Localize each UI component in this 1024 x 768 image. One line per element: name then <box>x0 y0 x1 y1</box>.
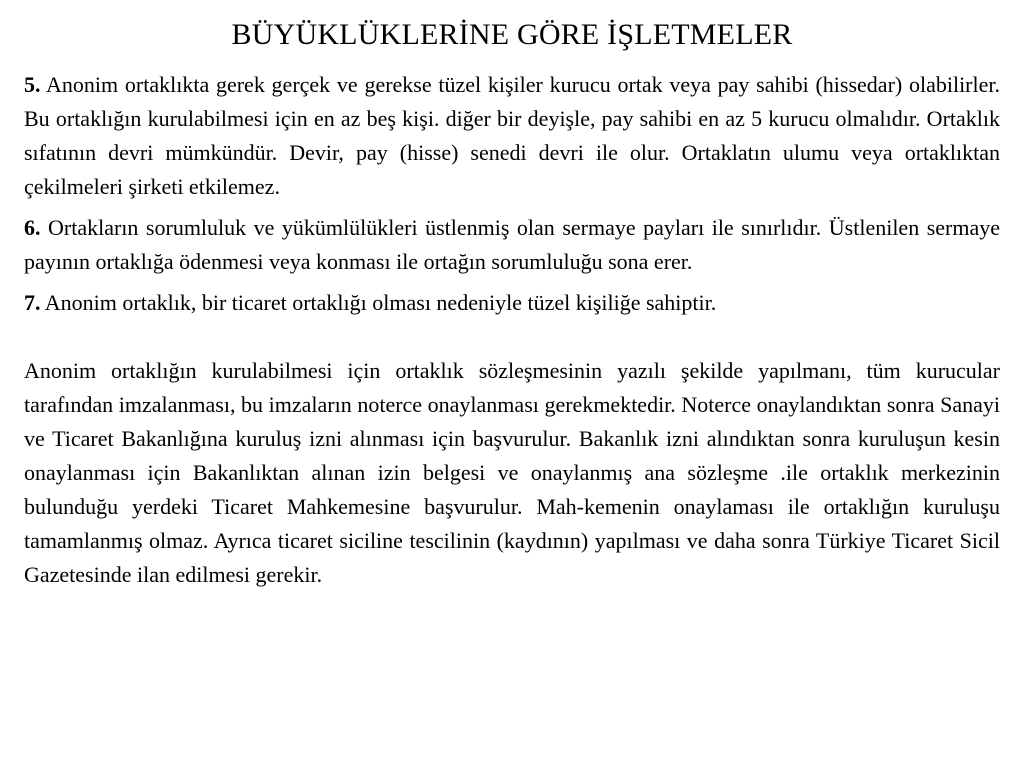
item-number: 6. <box>24 215 41 240</box>
slide-title: BÜYÜKLÜKLERİNE GÖRE İŞLETMELER <box>231 18 793 51</box>
body-paragraph: Anonim ortaklığın kurulabilmesi için ortaklık sözleşmesinin yazılı şekilde yapılmanı, tüm kurucular tarafından imzalanması, bu imzaların noterce onaylanması gerekmektedir. Noterce onaylandıktan sonra Sanayi ve Ticaret Bakanlığına kuruluş izni alınması için başvurulur. Bakanlık izni alındıktan sonra kuruluşun kesin onaylanması için Bakanlıktan alınan izin belgesi ve onaylanmış ana sözleşme .ile ortaklık merkezinin bulunduğu yerdeki Ticaret Mahkemesine başvurulur. Mah-kemenin onaylaması ile ortaklığın kuruluşu tamamlanmış olmaz. Ayrıca ticaret siciline tescilinin (kaydının) yapılması ve daha sonra Türkiye Ticaret Sicil Gazetesinde ilan edilmesi gerekir. <box>24 358 1000 587</box>
item-text: Anonim ortaklıkta gerek gerçek ve gerekse tüzel kişiler kurucu ortak veya pay sahibi (hissedar) olabilirler. Bu ortaklığın kurulabilmesi için en az beş kişi. diğer bir deyişle, pay sahibi en az 5 kurucu olmalıdır. Ortaklık sıfatının devri mümkündür. Devir, pay (hisse) senedi devri ile olur. Ortaklatın ulumu veya ortaklıktan çekilmeleri şirketi etkilemez. <box>24 72 1000 199</box>
item-number: 7. <box>24 290 41 315</box>
list-item-6 <box>24 211 1000 279</box>
item-number: 5. <box>24 72 41 97</box>
slide-body <box>24 68 1000 592</box>
item-text: Ortakların sorumluluk ve yükümlülükleri üstlenmiş olan sermaye payları ile sınırlıdır. Üstlenilen sermaye payının ortaklığa ödenmesi veya konması ile ortağın sorumluluğu sona erer. <box>24 215 1000 274</box>
item-text: Anonim ortaklık, bir ticaret ortaklığı olması nedeniyle tüzel kişiliğe sahiptir. <box>44 290 717 315</box>
list-item-5 <box>24 68 1000 204</box>
list-item-7 <box>24 286 1000 320</box>
